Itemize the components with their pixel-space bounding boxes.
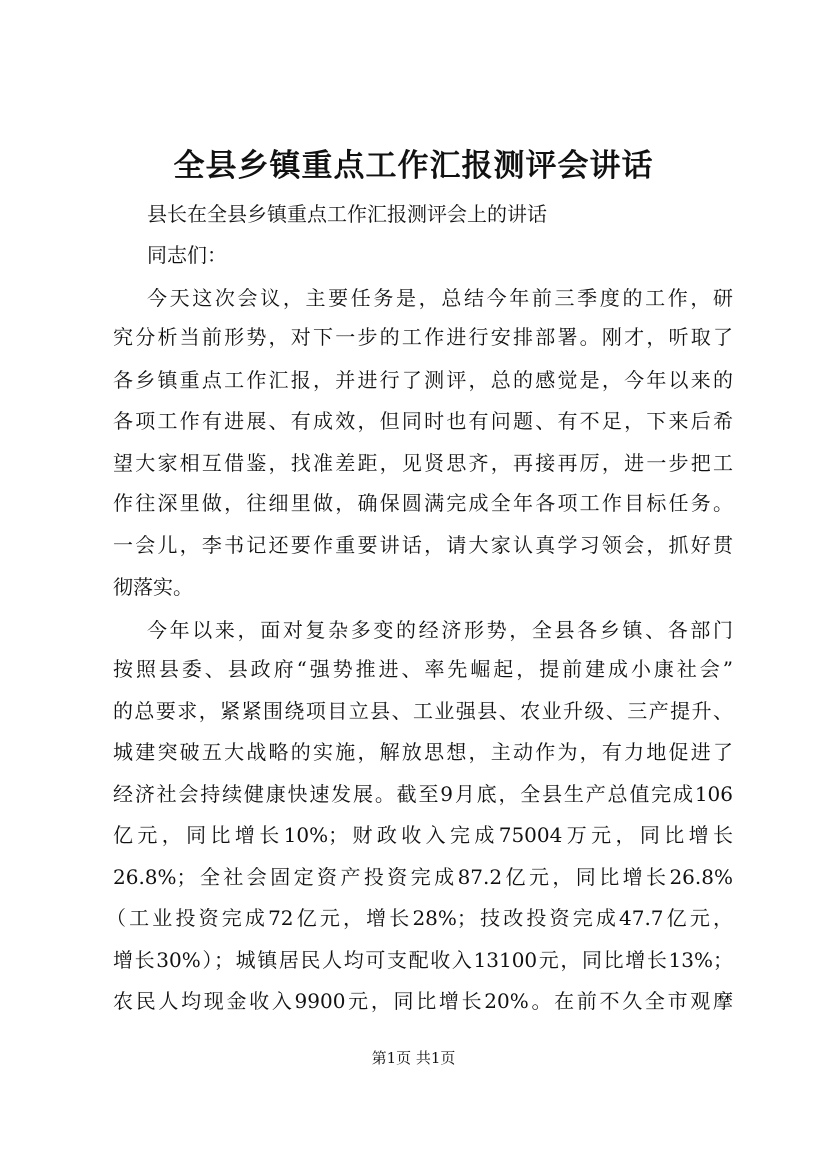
subtitle-line: 县长在全县乡镇重点工作汇报测评会上的讲话 <box>147 202 547 226</box>
paragraph-1-line: 望大家相互借鉴，找准差距，见贤思齐，再接再厉，进一步把工 <box>113 451 733 475</box>
page-number-footer: 第1页 共1页 <box>371 1049 456 1067</box>
paragraph-2-line: 今年以来，面对复杂多变的经济形势，全县各乡镇、各部门 <box>147 618 733 642</box>
paragraph-1-line: 各项工作有进展、有成效，但同时也有问题、有不足，下来后希 <box>113 409 733 433</box>
paragraph-2-line: 的总要求，紧紧围绕项目立县、工业强县、农业升级、三产提升、 <box>113 699 733 723</box>
paragraph-2-line: 增长30%）；城镇居民人均可支配收入13100元，同比增长13%； <box>113 948 733 972</box>
paragraph-1-line: 一会儿，李书记还要作重要讲话，请大家认真学习领会，抓好贯 <box>113 533 733 557</box>
paragraph-2-line: 经济社会持续健康快速发展。截至9月底，全县生产总值完成106 <box>113 782 733 806</box>
paragraph-2-line: （工业投资完成72亿元，增长28%；技改投资完成47.7亿元， <box>106 906 733 930</box>
document-title: 全县乡镇重点工作汇报测评会讲话 <box>173 148 654 184</box>
paragraph-2-line: 城建突破五大战略的实施，解放思想，主动作为，有力地促进了 <box>113 740 733 764</box>
paragraph-1-line: 究分析当前形势，对下一步的工作进行安排部署。刚才，听取了 <box>113 325 733 349</box>
paragraph-2-line: 26.8%；全社会固定资产投资完成87.2亿元，同比增长26.8% <box>113 865 733 889</box>
paragraph-1-line: 彻落实。 <box>113 575 193 599</box>
salutation: 同志们： <box>147 243 227 267</box>
paragraph-2-line: 按照县委、县政府“强势推进、率先崛起，提前建成小康社会” <box>113 657 733 681</box>
paragraph-2-line: 亿元，同比增长10%；财政收入完成75004万元，同比增长 <box>113 823 733 847</box>
paragraph-1-line: 今天这次会议，主要任务是，总结今年前三季度的工作，研 <box>147 286 733 310</box>
paragraph-1-line: 作往深里做，往细里做，确保圆满完成全年各项工作目标任务。 <box>113 491 733 515</box>
paragraph-1-line: 各乡镇重点工作汇报，并进行了测评，总的感觉是，今年以来的 <box>113 368 733 392</box>
paragraph-2-line: 农民人均现金收入9900元，同比增长20%。在前不久全市观摩 <box>113 989 733 1013</box>
